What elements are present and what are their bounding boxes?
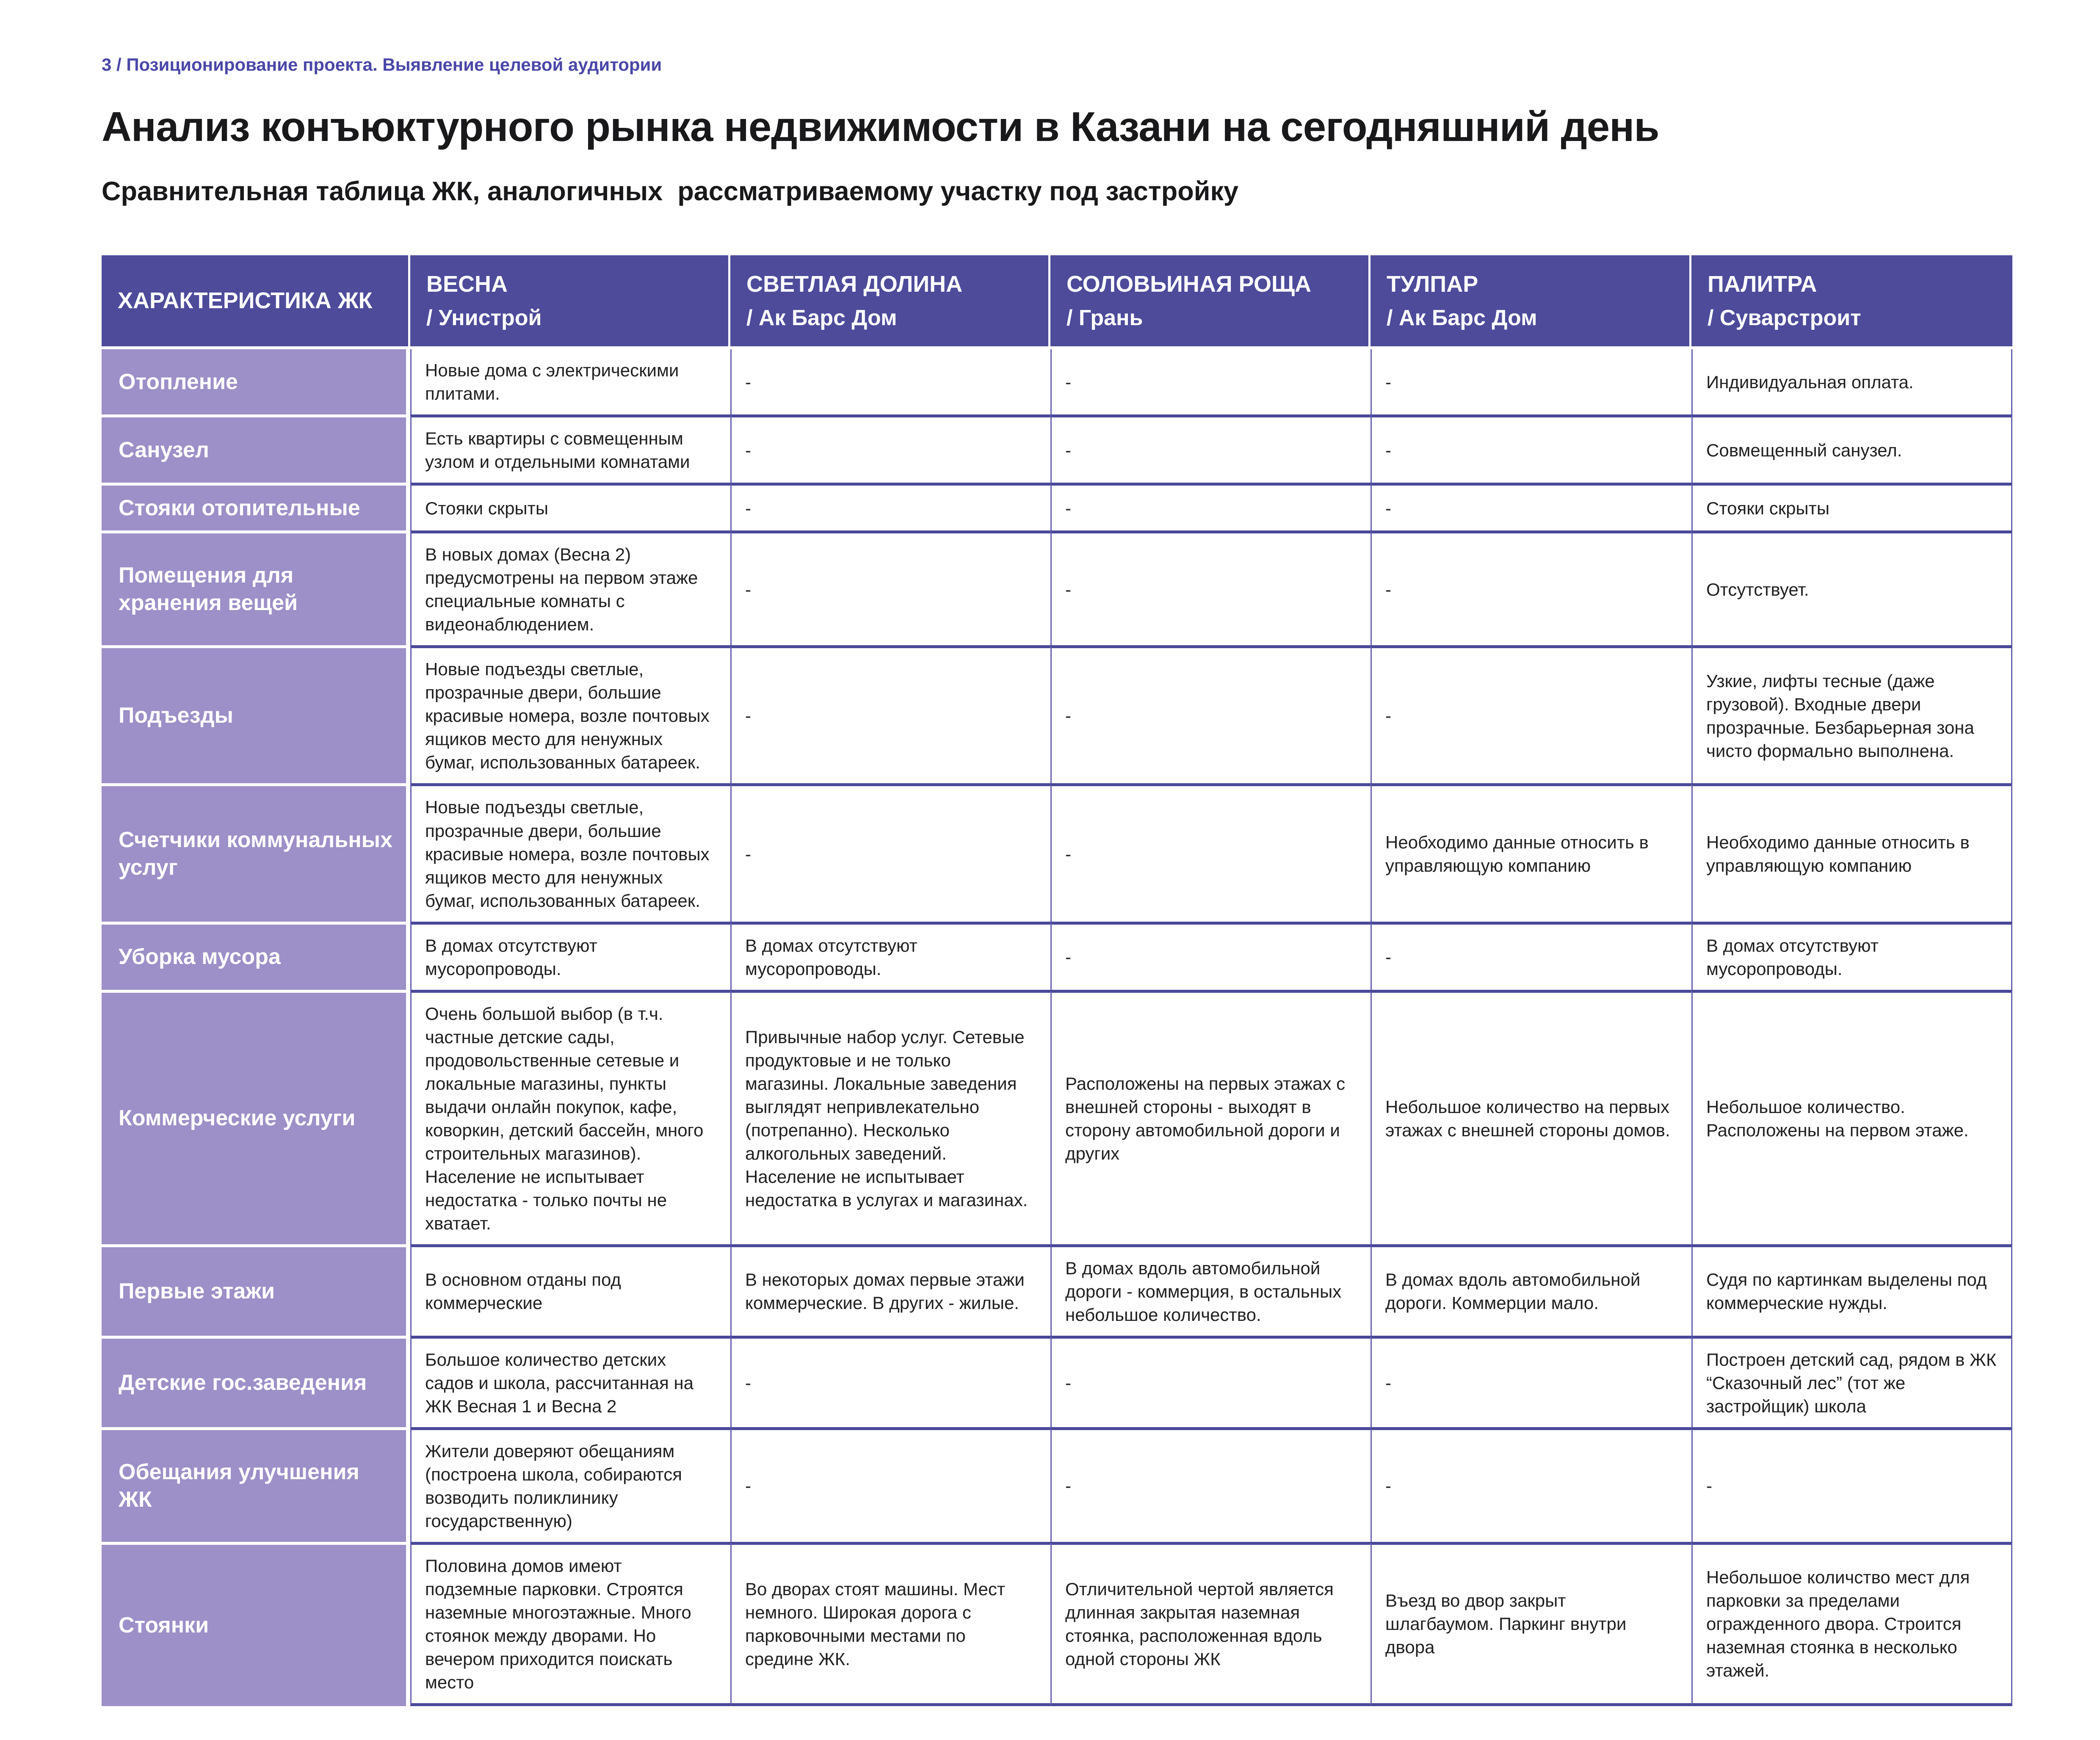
table-cell: -	[1371, 1336, 1691, 1427]
row-label: Счетчики коммунальных услуг	[102, 783, 410, 921]
breadcrumb: 3 / Позиционирование проекта. Выявление целевой аудитории	[102, 55, 662, 75]
complex-column-header	[730, 255, 1050, 349]
table-row	[102, 349, 2012, 414]
complex-column-header	[410, 255, 730, 349]
table-cell: Новые подъезды светлые, прозрачные двери, большие красивые номера, возле почтовых ящиков место для ненужных бумаг, использованных батареек.	[410, 783, 730, 921]
table-cell: Необходимо данные относить в управляющую компанию	[1691, 783, 2012, 921]
table-cell: -	[730, 414, 1050, 483]
table-cell: Очень большой выбор (в т.ч. частные детские сады, продовольственные сетевые и локальные магазины, пункты выдачи онлайн покупок, кафе, коворкин, детский бассейн, много строительных магазинов). Население не испытывает недостатка - только почты не хватает.	[410, 990, 730, 1244]
column-title: ТУЛПАР	[1387, 271, 1478, 297]
row-label: Первые этажи	[102, 1244, 410, 1336]
column-title: СОЛОВЬИНАЯ РОЩА	[1067, 271, 1311, 297]
table-cell: -	[1691, 1427, 2012, 1542]
table-cell: -	[730, 1427, 1050, 1542]
row-label: Уборка мусора	[102, 922, 410, 990]
row-label: Коммерческие услуги	[102, 990, 410, 1244]
table-cell: Большое количество детских садов и школа, рассчитанная на ЖК Весная 1 и Весна 2	[410, 1336, 730, 1427]
table-cell: -	[1050, 922, 1371, 990]
table-cell: Узкие, лифты тесные (даже грузовой). Входные двери прозрачные. Безбарьерная зона чисто формально выполнена.	[1691, 645, 2012, 783]
table-cell: Половина домов имеют подземные парковки. Строятся наземные многоэтажные. Много стоянок между дворами. Но вечером приходится поискать место	[410, 1542, 730, 1706]
table-cell: В домах отсутствуют мусоропроводы.	[1691, 922, 2012, 990]
row-label: Подъезды	[102, 645, 410, 783]
table-cell: Новые подъезды светлые, прозрачные двери, большие красивые номера, возле почтовых ящиков место для ненужных бумаг, использованных батареек.	[410, 645, 730, 783]
column-developer: / Ак Барс Дом	[1387, 306, 1537, 331]
table-cell: В домах вдоль автомобильной дороги. Коммерции мало.	[1371, 1244, 1691, 1336]
table-cell: Небольшое количество. Расположены на первом этаже.	[1691, 990, 2012, 1244]
table-cell: Есть квартиры с совмещенным узлом и отдельными комнатами	[410, 414, 730, 483]
table-cell: Необходимо данные относить в управляющую компанию	[1371, 783, 1691, 921]
table-cell: Отсутствует.	[1691, 530, 2012, 645]
table-cell: -	[730, 349, 1050, 414]
column-developer: / Унистрой	[426, 306, 542, 331]
table-row	[102, 783, 2012, 921]
column-title: ВЕСНА	[426, 271, 508, 297]
table-cell: В некоторых домах первые этажи коммерческие. В других - жилые.	[730, 1244, 1050, 1336]
header-row	[102, 255, 2012, 349]
table-cell: Судя по картинкам выделены под коммерческие нужды.	[1691, 1244, 2012, 1336]
column-title: СВЕТЛАЯ ДОЛИНА	[746, 271, 963, 297]
table-cell: -	[1050, 783, 1371, 921]
table-cell: Отличительной чертой является длинная закрытая наземная стоянка, расположенная вдоль одной стороны ЖК	[1050, 1542, 1371, 1706]
table-row	[102, 1542, 2012, 1706]
table-cell: Расположены на первых этажах с внешней стороны - выходят в сторону автомобильной дороги и других	[1050, 990, 1371, 1244]
table-row	[102, 1427, 2012, 1542]
column-developer: / Ак Барс Дом	[746, 306, 897, 331]
table-cell: Небольшое количество на первых этажах с внешней стороны домов.	[1371, 990, 1691, 1244]
table-header	[102, 255, 2012, 349]
table-cell: Стояки скрыты	[1691, 483, 2012, 530]
table-cell: -	[730, 1336, 1050, 1427]
table-row	[102, 414, 2012, 483]
table-cell: Въезд во двор закрыт шлагбаумом. Паркинг внутри двора	[1371, 1542, 1691, 1706]
table-row	[102, 922, 2012, 990]
table-cell: Во дворах стоят машины. Мест немного. Широкая дорога с парковочными местами по средине ЖК.	[730, 1542, 1050, 1706]
row-label: Стоянки	[102, 1542, 410, 1706]
table-cell: В домах отсутствуют мусоропроводы.	[410, 922, 730, 990]
table-cell: -	[1371, 922, 1691, 990]
table-cell: Совмещенный санузел.	[1691, 414, 2012, 483]
table-cell: -	[730, 645, 1050, 783]
table-body	[102, 349, 2012, 1706]
table-row	[102, 483, 2012, 530]
table-cell: В домах вдоль автомобильной дороги - коммерция, в остальных небольшое количество.	[1050, 1244, 1371, 1336]
complex-column-header	[1691, 255, 2012, 349]
table-cell: -	[730, 530, 1050, 645]
comparison-table	[102, 255, 2012, 1706]
complex-column-header	[1371, 255, 1691, 349]
table-cell: В домах отсутствуют мусоропроводы.	[730, 922, 1050, 990]
table-cell: Привычные набор услуг. Сетевые продуктовые и не только магазины. Локальные заведения выглядят непривлекательно (потрепанно). Несколько алкогольных заведений. Население не испытывает недостатка в услугах и магазинах.	[730, 990, 1050, 1244]
row-label: Отопление	[102, 349, 410, 414]
table-cell: Стояки скрыты	[410, 483, 730, 530]
row-label: Санузел	[102, 414, 410, 483]
row-label: Детские гос.заведения	[102, 1336, 410, 1427]
column-developer: / Суварстроит	[1708, 306, 1861, 331]
column-title: ПАЛИТРА	[1708, 271, 1817, 297]
table-cell: Небольшое количство мест для парковки за пределами огражденного двора. Строится наземная стоянка в несколько этажей.	[1691, 1542, 2012, 1706]
table-cell: -	[1371, 530, 1691, 645]
row-label: Стояки отопительные	[102, 483, 410, 530]
table-cell: -	[1050, 645, 1371, 783]
table-cell: -	[1371, 1427, 1691, 1542]
table-cell: -	[1050, 483, 1371, 530]
table-cell: Новые дома с электрическими плитами.	[410, 349, 730, 414]
characteristic-column-header	[102, 255, 410, 349]
table-row	[102, 1244, 2012, 1336]
table-cell: -	[1050, 530, 1371, 645]
table-cell: -	[1371, 414, 1691, 483]
table-row	[102, 530, 2012, 645]
column-developer: / Грань	[1067, 306, 1143, 331]
table-cell: -	[730, 783, 1050, 921]
table-cell: В новых домах (Весна 2) предусмотрены на первом этаже специальные комнаты с видеонаблюдением.	[410, 530, 730, 645]
table-row	[102, 645, 2012, 783]
table-cell: -	[730, 483, 1050, 530]
table-row	[102, 1336, 2012, 1427]
table-cell: -	[1050, 1427, 1371, 1542]
table-cell: Жители доверяют обещаниям (построена школа, собираются возводить поликлинику государственную)	[410, 1427, 730, 1542]
table-cell: Индивидуальная оплата.	[1691, 349, 2012, 414]
table-cell: В основном отданы под коммерческие	[410, 1244, 730, 1336]
table-cell: -	[1371, 645, 1691, 783]
page-title: Анализ конъюктурного рынка недвижимости в Казани на сегодняшний день	[102, 103, 1659, 150]
table-row	[102, 990, 2012, 1244]
table-cell: -	[1050, 1336, 1371, 1427]
complex-column-header	[1050, 255, 1371, 349]
row-label: Обещания улучшения ЖК	[102, 1427, 410, 1542]
column-title: ХАРАКТЕРИСТИКА ЖК	[118, 288, 373, 314]
table-cell: -	[1050, 349, 1371, 414]
table-cell: -	[1371, 349, 1691, 414]
page-subtitle: Сравнительная таблица ЖК, аналогичных рассматриваемому участку под застройку	[102, 176, 1239, 206]
table-cell: -	[1050, 414, 1371, 483]
row-label: Помещения для хранения вещей	[102, 530, 410, 645]
table-cell: Построен детский сад, рядом в ЖК “Сказочный лес” (тот же застройщик) школа	[1691, 1336, 2012, 1427]
table-cell: -	[1371, 483, 1691, 530]
